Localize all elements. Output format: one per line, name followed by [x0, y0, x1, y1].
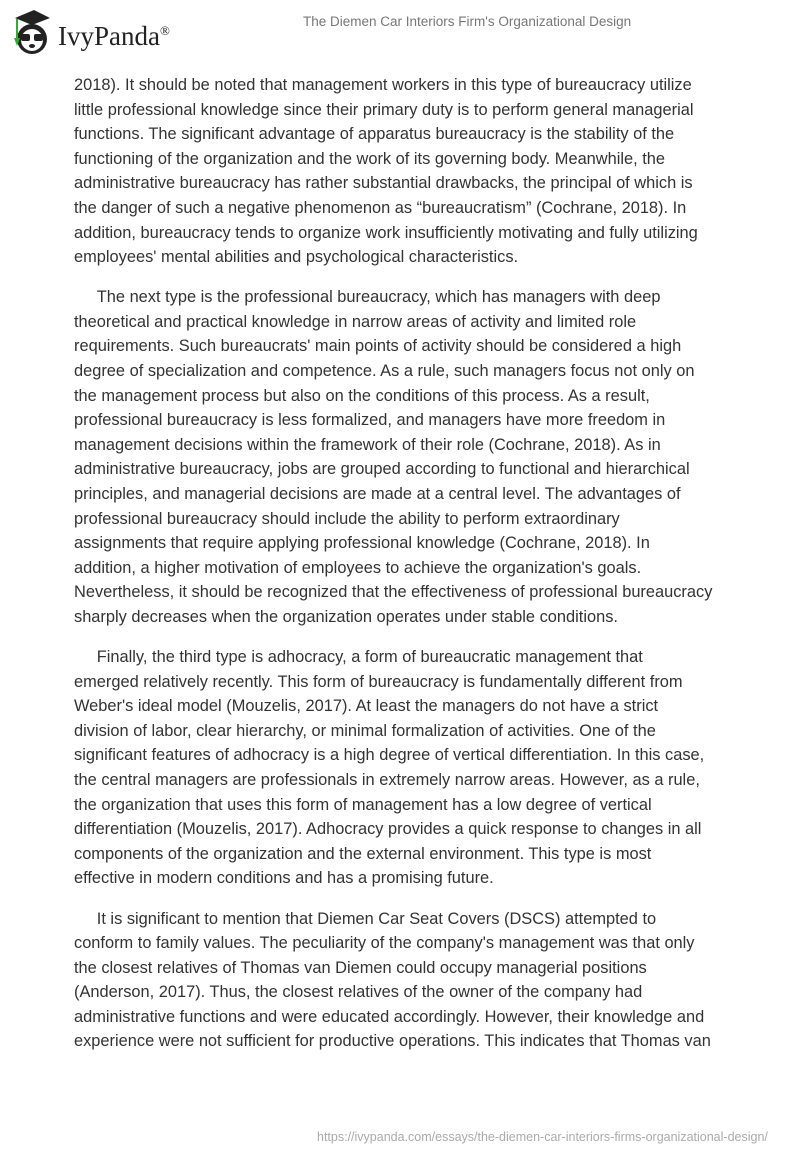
text-line: administrative bureaucracy, jobs are grouped according to functional and hierarchical [74, 460, 690, 479]
paragraph [74, 645, 734, 891]
text-line: professional bureaucracy should include the ability to perform extraordinary [74, 509, 620, 528]
text-line: the organization that uses this form of management has a low degree of vertical [74, 795, 652, 814]
text-line: functioning of the organization and the work of its governing body. Meanwhile, the [74, 149, 666, 168]
text-line: experience were not sufficient for productive operations. This indicates that Thomas van [74, 1032, 711, 1051]
panda-graduate-icon [12, 8, 52, 56]
text-line: differentiation (Mouzelis, 2017). Adhocracy provides a quick response to changes in all [74, 820, 702, 839]
text-line: (Anderson, 2017). Thus, the closest relatives of the owner of the company had [74, 983, 643, 1002]
text-line: principles, and managerial decisions are made at a central level. The advantages of [74, 485, 681, 503]
text-line: addition, a higher motivation of employees to achieve the organization's goals. [74, 558, 642, 577]
text-line: administrative functions and were educated accordingly. However, their knowledge and [74, 1007, 705, 1026]
document-title: The Diemen Car Interiors Firm's Organizational Design [303, 14, 632, 29]
text-line: division of labor, clear hierarchy, or minimal formalization of activities. One of the [74, 721, 656, 740]
text-line: employees' mental abilities and psychological characteristics. [74, 248, 519, 267]
source-url[interactable]: https://ivypanda.com/essays/the-diemen-car-interiors-firms-organizational-design/ [317, 1130, 768, 1144]
text-line: administrative bureaucracy has rather substantial drawbacks, the principal of which is [74, 174, 693, 193]
logo-wordmark: IvyPanda [58, 20, 160, 51]
text-line: functions. The significant advantage of apparatus bureaucracy is the stability of the [74, 125, 675, 144]
text-line: the danger of such a negative phenomenon as “bureaucratism” (Cochrane, 2018). In [74, 198, 687, 217]
text-line: Finally, the third type is adhocracy, a form of bureaucratic management that [74, 648, 643, 667]
text-line: assignments that require applying professional knowledge (Cochrane, 2018). In [74, 534, 650, 553]
text-line: professional bureaucracy is less formalized, and managers have more freedom in [74, 411, 666, 430]
text-line: the management process but also on the conditions of this process. As a result, [74, 386, 650, 405]
text-line: management decisions within the framework of their role (Cochrane, 2018). As in [74, 435, 661, 454]
paragraph [74, 907, 734, 1055]
text-line: theoretical and practical knowledge in narrow areas of activity and limited role [74, 312, 637, 331]
text-line: sharply decreases when the organization operates under stable conditions. [74, 607, 618, 626]
text-line: The next type is the professional bureaucracy, which has managers with deep [74, 288, 661, 307]
text-line: significant features of adhocracy is a high degree of vertical differentiation. In this case, [74, 746, 705, 765]
text-line: Weber's ideal model (Mouzelis, 2017). At least the managers do not have a strict [74, 697, 659, 716]
text-line: degree of specialization and competence. As a rule, such managers focus not only on [74, 362, 695, 381]
text-line: It is significant to mention that Diemen Car Seat Covers (DSCS) attempted to [74, 909, 657, 928]
text-line: conform to family values. The peculiarity of the company's management was that only [74, 934, 695, 953]
text-line: effective in modern conditions and has a promising future. [74, 869, 494, 888]
essay-body [74, 73, 734, 1070]
text-line: the closest relatives of Thomas van Diemen could occupy managerial positions [74, 958, 647, 977]
text-line: addition, bureaucracy tends to organize work insufficiently motivating and fully utilizing [74, 223, 698, 242]
text-line: 2018). It should be noted that management workers in this type of bureaucracy utilize [74, 76, 692, 94]
registered-mark: ® [159, 22, 170, 38]
logo-text [58, 21, 170, 52]
paragraph [74, 285, 734, 629]
text-line: little professional knowledge since their primary duty is to perform general managerial [74, 100, 694, 119]
text-line: the central managers are professionals in extremely narrow areas. However, as a rule, [74, 771, 700, 790]
paragraph [74, 73, 734, 270]
text-line: emerged relatively recently. This form of bureaucracy is fundamentally different from [74, 672, 683, 691]
text-line: components of the organization and the external environment. This type is most [74, 844, 652, 863]
text-line: Nevertheless, it should be recognized that the effectiveness of professional bureaucracy [74, 583, 713, 602]
text-line: requirements. Such bureaucrats' main points of activity should be considered a high [74, 337, 682, 356]
ivypanda-logo[interactable] [12, 8, 170, 56]
